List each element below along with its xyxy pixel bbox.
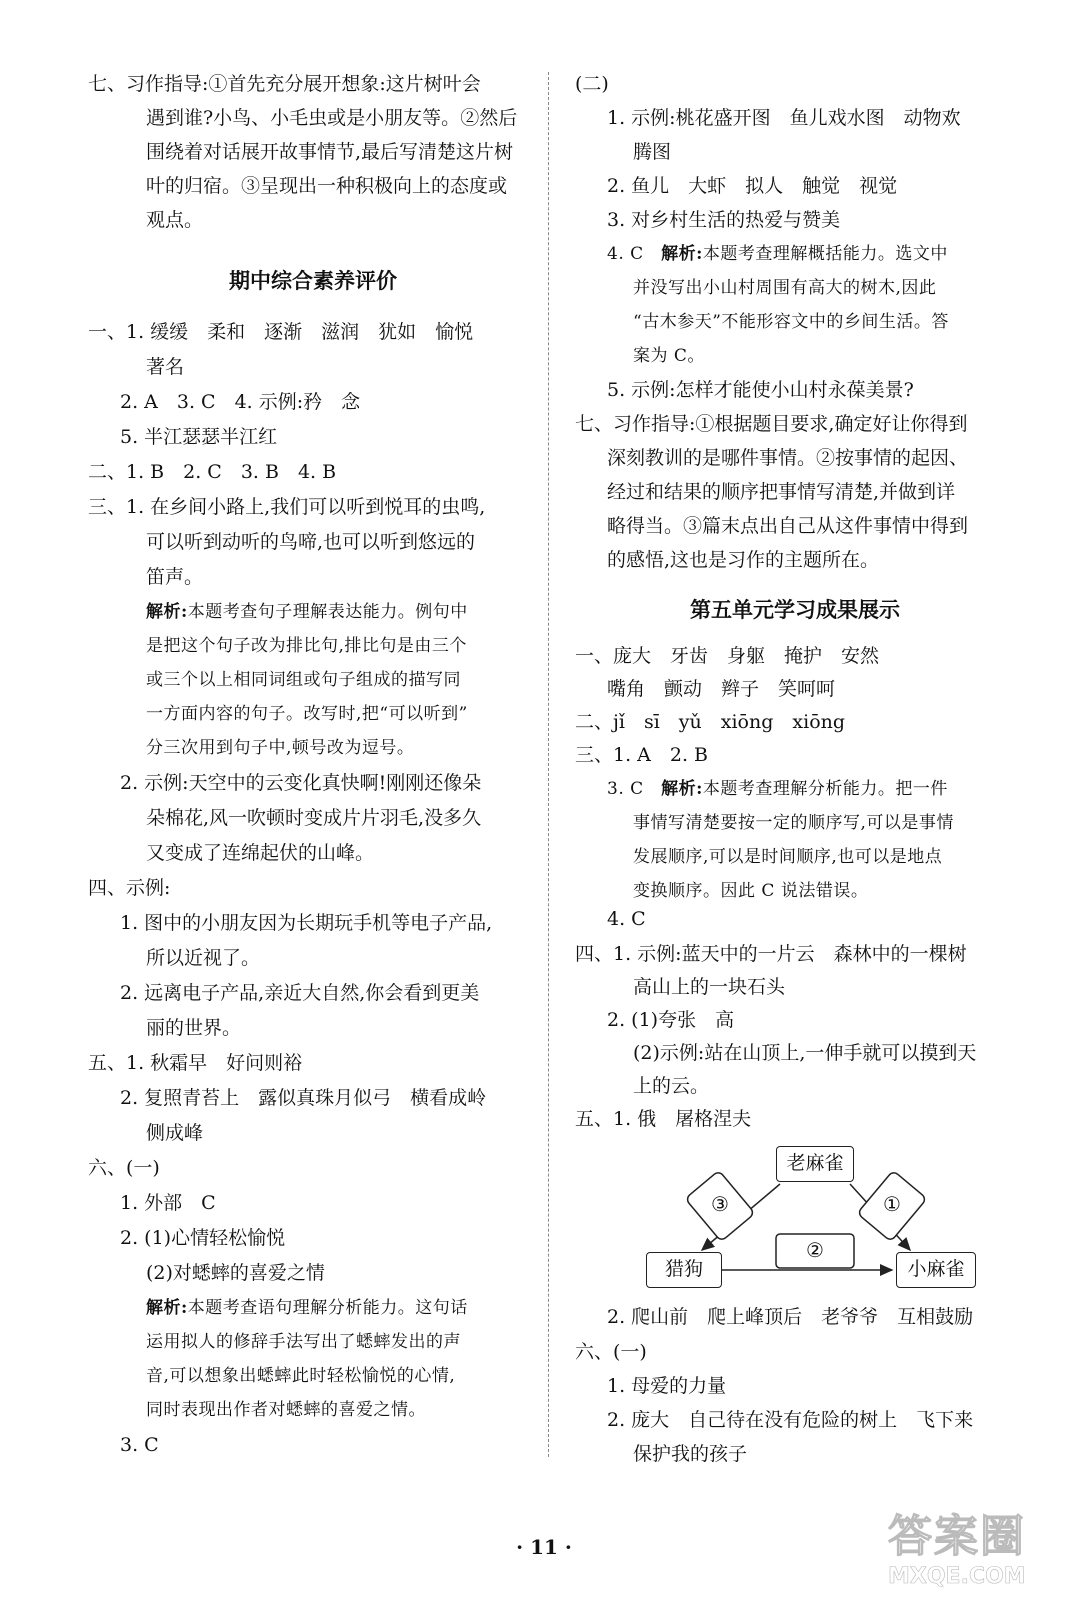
text-line: 围绕着对话展开故事情节,最后写清楚这片树 [146, 141, 514, 163]
text-line: 五、1. 秋霜早 好问则裕 [88, 1052, 303, 1074]
text-line: 4. C [607, 908, 646, 930]
analysis-text: 本题考查句子理解表达能力。例句中 [187, 602, 468, 622]
circled-number-2: ② [806, 1238, 824, 1262]
text-line: 经过和结果的顺序把事情写清楚,并做到详 [607, 481, 956, 503]
text-line: 深刻教训的是哪件事情。②按事情的起因、 [607, 447, 969, 469]
text-line: 六、(一) [88, 1157, 160, 1179]
circled-number-1: ① [883, 1192, 901, 1216]
text-line: 遇到谁?小鸟、小毛虫或是小朋友等。②然后 [146, 107, 518, 129]
text-line: 叶的归宿。③呈现出一种积极向上的态度或 [146, 175, 508, 197]
node-hound: 猎狗 [646, 1252, 722, 1288]
text-line: (二) [575, 73, 609, 95]
analysis-label: 解析: [146, 602, 188, 622]
text-line: 3. 对乡村生活的热爱与赞美 [607, 209, 841, 231]
text-line: 5. 半江瑟瑟半江红 [120, 426, 278, 448]
analysis-label: 解析: [146, 1298, 188, 1318]
watermark-url: MXQE.COM [888, 1564, 1026, 1589]
analysis-line: 同时表现出作者对蟋蟀的喜爱之情。 [146, 1400, 426, 1420]
text-line: 略得当。③篇末点出自己从这件事情中得到 [607, 515, 969, 537]
text-line: 2. 鱼儿 大虾 拟人 触觉 视觉 [607, 175, 898, 197]
circled-number-3: ③ [711, 1192, 729, 1216]
text-line: 2. A 3. C 4. 示例:矜 念 [120, 391, 361, 413]
watermark-logo: 答案圈 [888, 1511, 1026, 1562]
text-line: 朵棉花,风一吹顿时变成片片羽毛,没多久 [146, 807, 482, 829]
text-line: 可以听到动听的鸟啼,也可以听到悠远的 [146, 531, 476, 553]
text-line: 丽的世界。 [146, 1017, 242, 1039]
analysis-line: 运用拟人的修辞手法写出了蟋蟀发出的声 [146, 1332, 461, 1352]
text-line: 六、(一) [575, 1341, 647, 1363]
text-line: 七、习作指导:①根据题目要求,确定好让你得到 [575, 413, 968, 435]
node-young-sparrow: 小麻雀 [896, 1252, 976, 1288]
analysis-line: 或三个以上相同词组或句子组成的描写同 [146, 670, 461, 690]
analysis-line: 音,可以想象出蟋蟀此时轻松愉悦的心情, [146, 1366, 456, 1386]
text-line: 二、jǐ sī yǔ xiōng xiōng [575, 711, 846, 733]
text-line: 观点。 [146, 209, 204, 231]
relationship-diagram [640, 1142, 990, 1292]
analysis-line [146, 598, 468, 628]
text-line: 七、习作指导:①首先充分展开想象:这片树叶会 [88, 73, 481, 95]
analysis-text: 本题考查语句理解分析能力。这句话 [187, 1298, 468, 1318]
analysis-line: “古木参天”不能形容文中的乡间生活。答 [633, 312, 949, 332]
text-line: 笛声。 [146, 566, 204, 588]
text-line: 2. 爬山前 爬上峰顶后 老爷爷 互相鼓励 [607, 1306, 974, 1328]
analysis-line [607, 240, 948, 270]
analysis-label: 解析: [661, 244, 703, 264]
text-line: 5. 示例:怎样才能使小山村永葆美景? [607, 379, 914, 401]
section-title: 第五单元学习成果展示 [690, 598, 900, 622]
text-line: 一、1. 缓缓 柔和 逐渐 滋润 犹如 愉悦 [88, 321, 474, 343]
text-line: 著名 [146, 356, 185, 378]
analysis-label: 解析: [661, 779, 703, 799]
answer-text: 3. C [607, 779, 662, 799]
text-line: 三、1. 在乡间小路上,我们可以听到悦耳的虫鸣, [88, 496, 486, 518]
analysis-line: 发展顺序,可以是时间顺序,也可以是地点 [633, 847, 943, 867]
column-divider [548, 72, 549, 1457]
text-line: 五、1. 俄 屠格涅夫 [575, 1108, 752, 1130]
text-line: 四、示例: [88, 877, 171, 899]
text-line: 2. 示例:天空中的云变化真快啊!刚刚还像朵 [120, 772, 482, 794]
text-line: 1. 母爱的力量 [607, 1375, 727, 1397]
analysis-line: 案为 C。 [633, 346, 705, 366]
text-line: 保护我的孩子 [633, 1443, 748, 1465]
node-old-sparrow: 老麻雀 [776, 1146, 854, 1182]
analysis-line: 分三次用到句子中,顿号改为逗号。 [146, 738, 415, 758]
text-line: 2. (1)夸张 高 [607, 1009, 735, 1031]
text-line: (2)对蟋蟀的喜爱之情 [146, 1262, 325, 1284]
page-number: · 11 · [516, 1535, 572, 1559]
text-line: 1. 示例:桃花盛开图 鱼儿戏水图 动物欢 [607, 107, 961, 129]
text-line: 一、庞大 牙齿 身躯 掩护 安然 [575, 645, 880, 667]
answer-text: 4. C [607, 244, 662, 264]
text-line: 三、1. A 2. B [575, 744, 709, 766]
analysis-line: 并没写出小山村周围有高大的树木,因此 [633, 278, 937, 298]
text-line: 嘴角 颤动 辫子 笑呵呵 [607, 678, 836, 700]
analysis-line: 事情写清楚要按一定的顺序写,可以是事情 [633, 813, 954, 833]
analysis-line: 变换顺序。因此 C 说法错误。 [633, 881, 869, 901]
analysis-line [607, 775, 948, 805]
analysis-line [146, 1294, 468, 1324]
analysis-text: 本题考查理解概括能力。选文中 [702, 244, 948, 264]
text-line: 的感悟,这也是习作的主题所在。 [607, 549, 880, 571]
text-line: 腾图 [633, 141, 672, 163]
analysis-line: 一方面内容的句子。改写时,把“可以听到” [146, 704, 468, 724]
watermark [888, 1500, 1048, 1590]
text-line: 1. 外部 C [120, 1192, 216, 1214]
text-line: 侧成峰 [146, 1122, 204, 1144]
text-line: 3. C [120, 1434, 159, 1456]
text-line: 又变成了连绵起伏的山峰。 [146, 842, 375, 864]
text-line: 2. 远离电子产品,亲近大自然,你会看到更美 [120, 982, 480, 1004]
text-line: (2)示例:站在山顶上,一伸手就可以摸到天 [633, 1042, 977, 1064]
section-title: 期中综合素养评价 [229, 269, 397, 293]
text-line: 2. 复照青苔上 露似真珠月似弓 横看成岭 [120, 1087, 487, 1109]
text-line: 2. (1)心情轻松愉悦 [120, 1227, 286, 1249]
text-line: 所以近视了。 [146, 947, 261, 969]
text-line: 上的云。 [633, 1075, 710, 1097]
text-line: 1. 图中的小朋友因为长期玩手机等电子产品, [120, 912, 493, 934]
text-line: 2. 庞大 自己待在没有危险的树上 飞下来 [607, 1409, 974, 1431]
text-line: 二、1. B 2. C 3. B 4. B [88, 461, 337, 483]
analysis-line: 是把这个句子改为排比句,排比句是由三个 [146, 636, 467, 656]
analysis-text: 本题考查理解分析能力。把一件 [702, 779, 948, 799]
text-line: 高山上的一块石头 [633, 976, 786, 998]
text-line: 四、1. 示例:蓝天中的一片云 森林中的一棵树 [575, 943, 967, 965]
